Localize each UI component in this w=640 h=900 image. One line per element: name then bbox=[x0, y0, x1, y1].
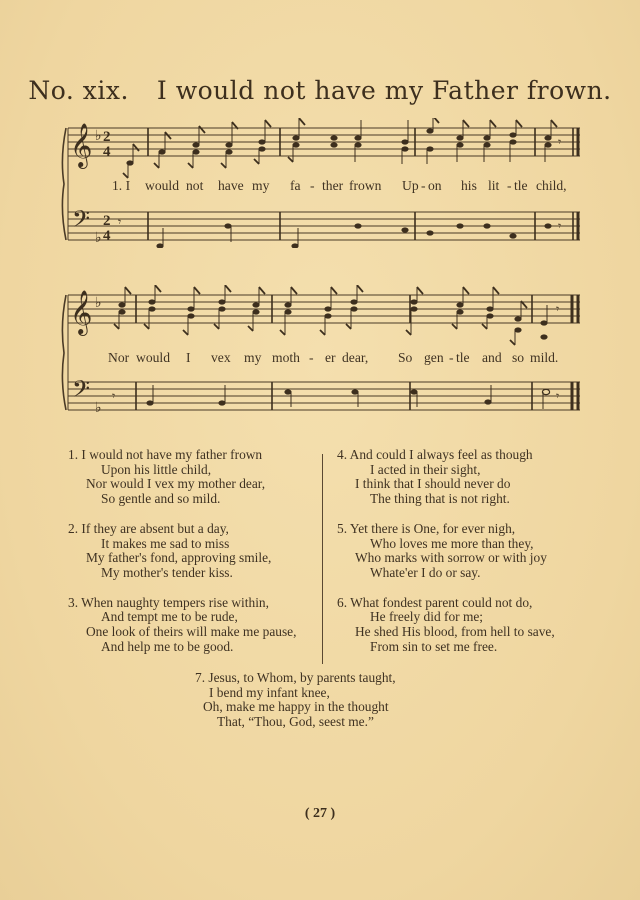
svg-text:2: 2 bbox=[103, 213, 111, 229]
verse-1: 1. I would not have my father frown Upon his little child, Nor would I vex my mother dear, So gentle and so mild. bbox=[68, 447, 266, 507]
verse-5: 5. Yet there is One, for ever nigh, Who loves me more than they, Who marks with sorrow or with joy Whate'er I do or say. bbox=[337, 520, 547, 580]
bass-clef-icon: 𝄢 bbox=[72, 205, 91, 238]
svg-text:2: 2 bbox=[103, 129, 111, 145]
verse-6: 6. What fondest parent could not do, He freely did for me; He shed His blood, from hell to save, From sin to set me free. bbox=[337, 594, 555, 654]
column-divider bbox=[322, 454, 323, 664]
treble-clef-icon: 𝄞 bbox=[70, 290, 93, 334]
hymn-title-text: I would not have my Father frown. bbox=[156, 76, 612, 105]
verse-4: 4. And could I always feel as though I acted in their sight, I think that I should never do The thing that is not right. bbox=[337, 447, 533, 507]
svg-text:♭: ♭ bbox=[95, 401, 102, 415]
lyrics-line-1: 1. I would not have my fa - ther frown Up - on his lit - tle child, bbox=[112, 178, 567, 193]
svg-text:4: 4 bbox=[103, 228, 111, 244]
svg-text:♭: ♭ bbox=[95, 296, 102, 311]
treble-clef-icon: 𝄞 bbox=[70, 123, 93, 167]
page-number: ( 27 ) bbox=[304, 806, 336, 821]
verse-2: 2. If they are absent but a day, It makes me sad to miss My father's fond, approving smile, My mother's tender kiss. bbox=[68, 520, 272, 580]
svg-text:𝄾: 𝄾 bbox=[112, 389, 116, 403]
svg-text:♭: ♭ bbox=[95, 231, 102, 246]
verses-right-column bbox=[337, 448, 587, 669]
svg-text:♭: ♭ bbox=[95, 129, 102, 144]
verse-3: 3. When naughty tempers rise within, And tempt me to be rude, One look of theirs will make me pause, And help me to be good. bbox=[68, 594, 297, 654]
lyrics-line-2: Nor would I vex my moth - er dear, So gen - tle and so mild. bbox=[108, 350, 559, 365]
svg-text:𝄾: 𝄾 bbox=[558, 219, 562, 233]
verse-7: 7. Jesus, to Whom, by parents taught, I bend my infant knee, Oh, make me happy in the thought That, “Thou, God, seest me.” bbox=[195, 670, 396, 730]
svg-text:𝄾: 𝄾 bbox=[558, 135, 562, 149]
verses-section bbox=[0, 448, 640, 678]
hymn-title bbox=[0, 76, 640, 105]
hymn-number: No. xix. bbox=[28, 76, 129, 105]
svg-text:𝄾: 𝄾 bbox=[118, 215, 122, 229]
svg-text:4: 4 bbox=[103, 144, 111, 160]
svg-text:𝄾: 𝄾 bbox=[556, 389, 560, 403]
bass-clef-icon: 𝄢 bbox=[72, 375, 91, 408]
svg-text:𝄾: 𝄾 bbox=[556, 302, 560, 316]
verses-left-column bbox=[68, 448, 318, 669]
